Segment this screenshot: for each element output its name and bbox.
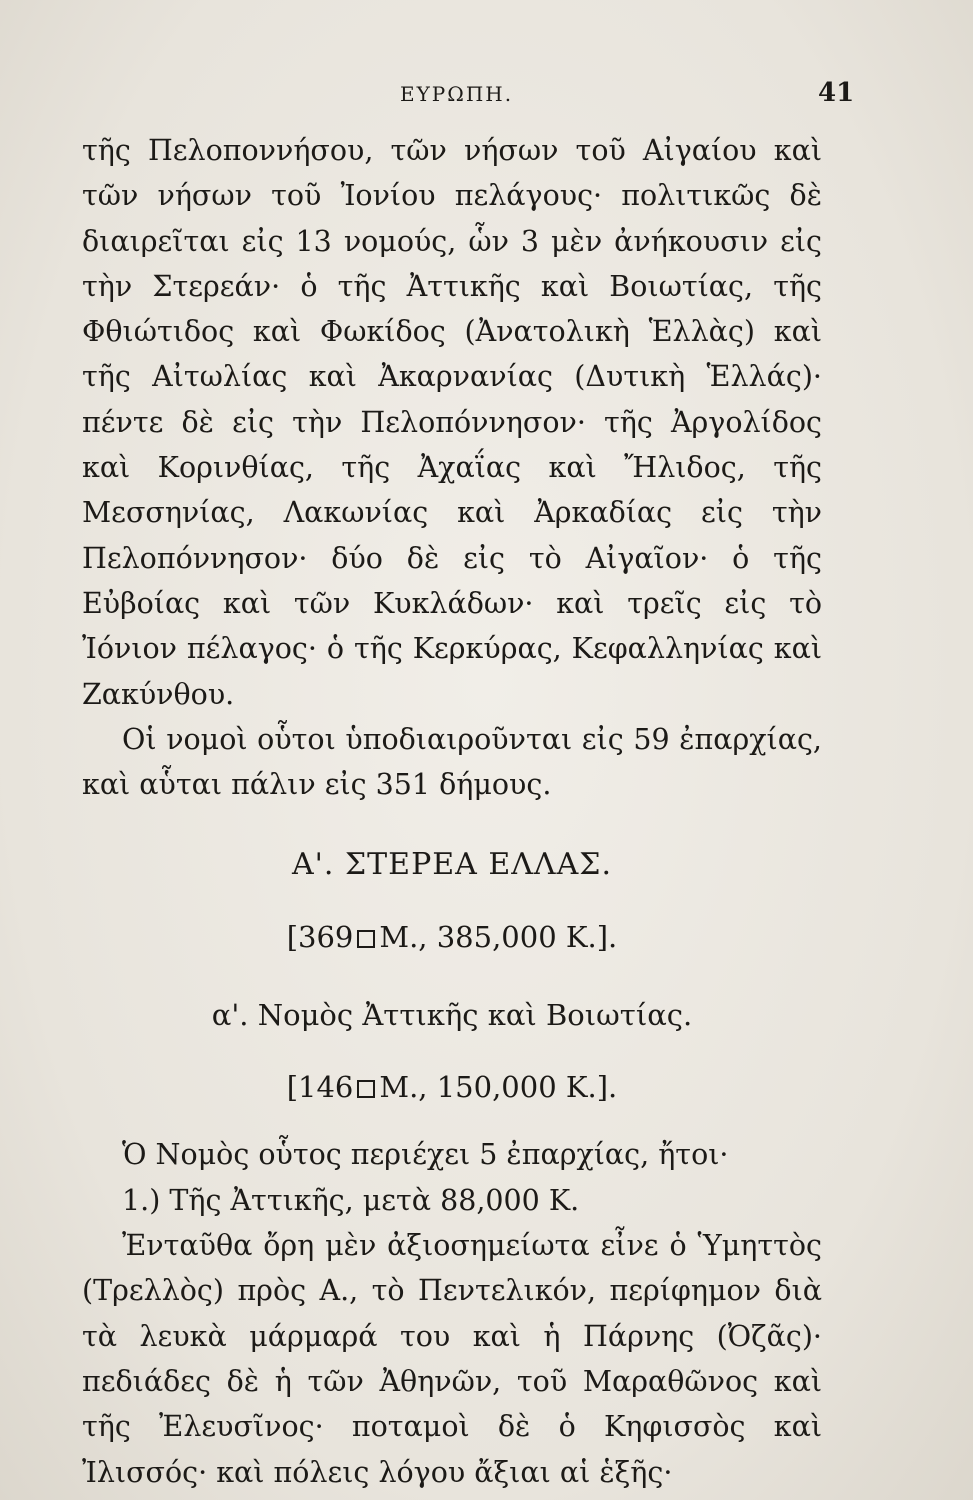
running-title: ΕΥΡΩΠΗ.	[400, 82, 514, 106]
page-number: 41	[818, 78, 855, 108]
section-population: Μ., 385,000 Κ.].	[379, 920, 618, 955]
nomos-area-line	[82, 1070, 822, 1104]
nomos-heading: α'. Νομὸς Ἀττικῆς καὶ Βοιωτίας.	[211, 998, 693, 1033]
paragraph-subdivisions: Οἱ νομοὶ οὗτοι ὑποδιαιροῦνται εἰς 59 ἐπαρχίας, καὶ αὗται πάλιν εἰς 351 δήμους.	[82, 722, 822, 802]
paragraph-divisions: τῆς Πελοποννήσου, τῶν νήσων τοῦ Αἰγαίου καὶ τῶν νήσων τοῦ Ἰονίου πελάγους· πολιτικῶς δὲ διαιρεῖται εἰς 13 νομούς, ὧν 3 μὲν ἀνήκουσιν εἰς τὴν Στερεάν· ὁ τῆς Ἀττικῆς καὶ Βοιωτίας, τῆς Φθιώτιδος καὶ Φωκίδος (Ἀνατολικὴ Ἑλλὰς) καὶ τῆς Αἰτωλίας καὶ Ἀκαρνανίας (Δυτικὴ Ἑλλάς)· πέντε δὲ εἰς τὴν Πελοπόννησον· τῆς Ἀργολίδος καὶ Κορινθίας, τῆς Ἀχαΐας καὶ Ἤλιδος, τῆς Μεσσηνίας, Λακωνίας καὶ Ἀρκαδίας εἰς τὴν Πελοπόννησον· δύο δὲ εἰς τὸ Αἰγαῖον· ὁ τῆς Εὐβοίας καὶ τῶν Κυκλάδων· καὶ τρεῖς εἰς τὸ Ἰόνιον πέλαγος· ὁ τῆς Κερκύρας, Κεφαλληνίας καὶ Ζακύνθου.	[82, 134, 822, 711]
nomos-population: Μ., 150,000 Κ.].	[379, 1070, 618, 1105]
body-text	[82, 128, 822, 1495]
running-head	[0, 78, 973, 114]
section-area-value: [369	[286, 920, 354, 955]
section-area-line	[82, 920, 822, 954]
nomos-area-value: [146	[286, 1070, 354, 1105]
paragraph-attica-province: 1.) Τῆς Ἀττικῆς, μετὰ 88,000 Κ.	[122, 1183, 580, 1217]
paragraph-attica-description: Ἐνταῦθα ὄρη μὲν ἀξιοσημείωτα εἶνε ὁ Ὑμηττὸς (Τρελλὸς) πρὸς Α., τὸ Πεντελικόν, περίφημον διὰ τὰ λευκὰ μάρμαρά του καὶ ἡ Πάρνης (Ὀζᾶς)· πεδιάδες δὲ ἡ τῶν Ἀθηνῶν, τοῦ Μαραθῶνος καὶ τῆς Ἐλευσῖνος· ποταμοὶ δὲ ὁ Κηφισσὸς καὶ Ἰλισσός· καὶ πόλεις λόγου ἄξιαι αἱ ἑξῆς·	[82, 1229, 822, 1489]
paragraph-provinces: Ὁ Νομὸς οὗτος περιέχει 5 ἐπαρχίας, ἤτοι·	[122, 1138, 729, 1172]
square-mile-icon	[357, 930, 375, 948]
square-mile-icon	[357, 1080, 375, 1098]
section-heading: Α'. ΣΤΕΡΕΑ ΕΛΛΑΣ.	[291, 847, 613, 883]
